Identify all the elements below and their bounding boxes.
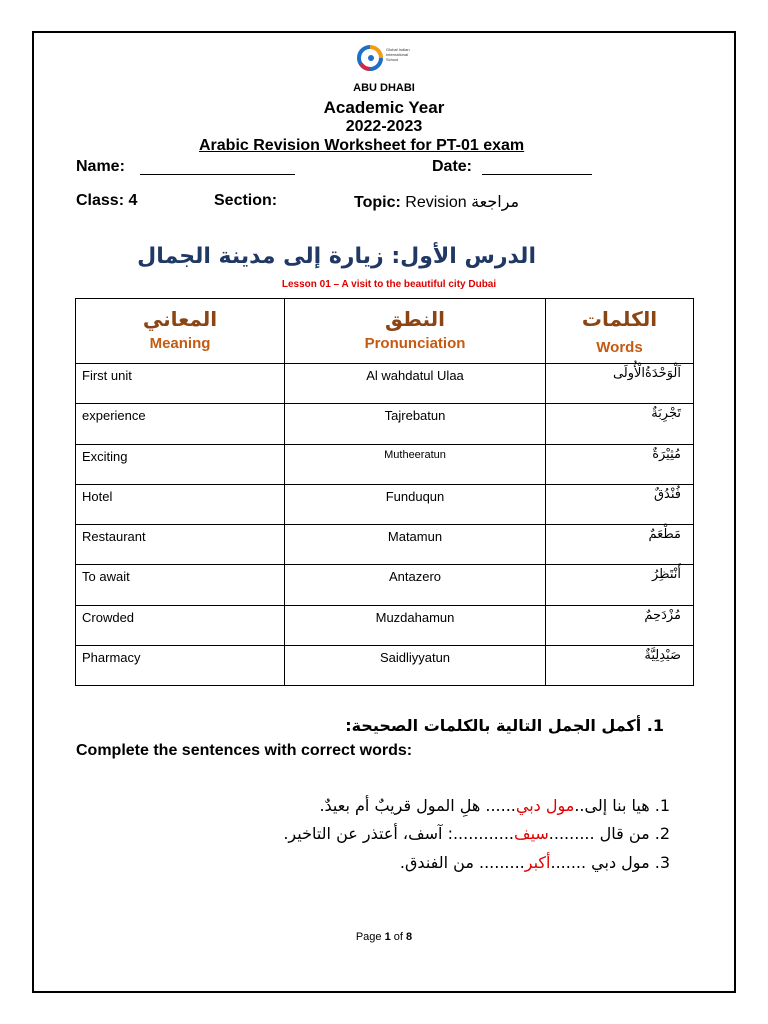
header-meaning (76, 299, 285, 364)
sentence-text: 1. هيا بنا إلى.. (574, 796, 670, 815)
header-pronunciation (285, 299, 546, 364)
topic-row (354, 192, 519, 212)
academic-year: 2022-2023 (345, 118, 423, 135)
table-row (76, 484, 694, 524)
meaning-cell: Crowded (76, 605, 285, 645)
pronunciation-cell: Saidliyyatun (285, 645, 546, 685)
pronunciation-cell: Antazero (285, 565, 546, 605)
vocabulary-table (75, 298, 694, 686)
topic-label: Topic: (354, 194, 401, 211)
name-label: Name: (76, 158, 125, 175)
sentence-2 (283, 824, 670, 843)
table-row (76, 525, 694, 565)
table-row (76, 444, 694, 484)
date-blank (482, 160, 592, 175)
answer-text: مول دبي (515, 796, 575, 815)
word-cell: أَنْتَظِرُ (546, 565, 694, 605)
meaning-cell: Pharmacy (76, 645, 285, 685)
meaning-cell: To await (76, 565, 285, 605)
word-cell: تَجْرِبَةٌ (546, 404, 694, 444)
sentence-1 (319, 796, 670, 815)
meaning-cell: Restaurant (76, 525, 285, 565)
footer-page-number: 1 (384, 931, 391, 943)
sentence-text: 3. مول دبي ....... (550, 853, 670, 872)
word-cell: مَطْعَمٌ (546, 525, 694, 565)
pronunciation-cell: Muzdahamun (285, 605, 546, 645)
pronunciation-cell: Tajrebatun (285, 404, 546, 444)
meaning-cell: First unit (76, 364, 285, 404)
sentence-text: ......... من الفندق. (399, 853, 525, 872)
lesson-title-arabic: الدرس الأول: زيارة إلى مدينة الجمال (137, 244, 536, 269)
school-city: ABU DHABI (353, 82, 415, 94)
worksheet-title: Arabic Revision Worksheet for PT-01 exam (199, 137, 525, 154)
meaning-cell: experience (76, 404, 285, 444)
academic-year-label: Academic Year (323, 98, 445, 117)
pronunciation-cell: Funduqun (285, 484, 546, 524)
table-row (76, 565, 694, 605)
header-pronunciation-en: Pronunciation (364, 335, 466, 352)
header-words (546, 299, 694, 364)
word-cell: صَيْدِلِيَّةٌ (546, 645, 694, 685)
exercise-question-arabic: 1. أكمل الجمل التالية بالكلمات الصحيحة: (345, 716, 664, 735)
exercise-question-english: Complete the sentences with correct words: (76, 742, 413, 759)
word-cell: مُزْدَحِمٌ (546, 605, 694, 645)
logo-text: Global Indian International School (386, 47, 410, 62)
topic-value: Revision مراجعة (405, 194, 520, 211)
word-cell: اَلْوَحْدَةُالْأُولَى (546, 364, 694, 404)
sentence-3 (400, 853, 670, 872)
table-row (76, 645, 694, 685)
lesson-title-english: Lesson 01 – A visit to the beautiful city Dubai (281, 279, 497, 290)
header-meaning-ar: المعاني (142, 307, 218, 331)
sentence-text: 2. من قال ......... (548, 824, 670, 843)
word-cell: مُثِيْرَةٌ (546, 444, 694, 484)
sentence-text: ...... هلِ المول قريبٌ أم بعيدٌ. (319, 796, 516, 815)
header-pronunciation-ar: النطق (384, 307, 446, 331)
pronunciation-cell: Mutheeratun (285, 444, 546, 484)
page-footer (0, 931, 768, 943)
answer-text: سيف (514, 824, 549, 843)
footer-of-word: of (393, 931, 403, 943)
header-words-en: Words (596, 339, 643, 356)
class-label: Class: 4 (76, 192, 138, 209)
answer-text: أكبر (524, 853, 551, 872)
table-row (76, 364, 694, 404)
header-words-ar: الكلمات (581, 307, 658, 331)
pronunciation-cell: Matamun (285, 525, 546, 565)
meaning-cell: Exciting (76, 444, 285, 484)
table-row (76, 404, 694, 444)
name-blank (140, 160, 295, 175)
date-label: Date: (432, 158, 473, 175)
school-logo-icon (356, 44, 384, 72)
word-cell: فُنْدُقٌ (546, 484, 694, 524)
sentence-text: ............: آسف، أعتذر عن التاخير. (283, 824, 514, 843)
section-label: Section: (214, 192, 278, 209)
header-meaning-en: Meaning (149, 335, 211, 352)
footer-page-total: 8 (406, 931, 413, 943)
pronunciation-cell: Al wahdatul Ulaa (285, 364, 546, 404)
footer-page-word: Page (355, 931, 382, 943)
table-row (76, 605, 694, 645)
meaning-cell: Hotel (76, 484, 285, 524)
